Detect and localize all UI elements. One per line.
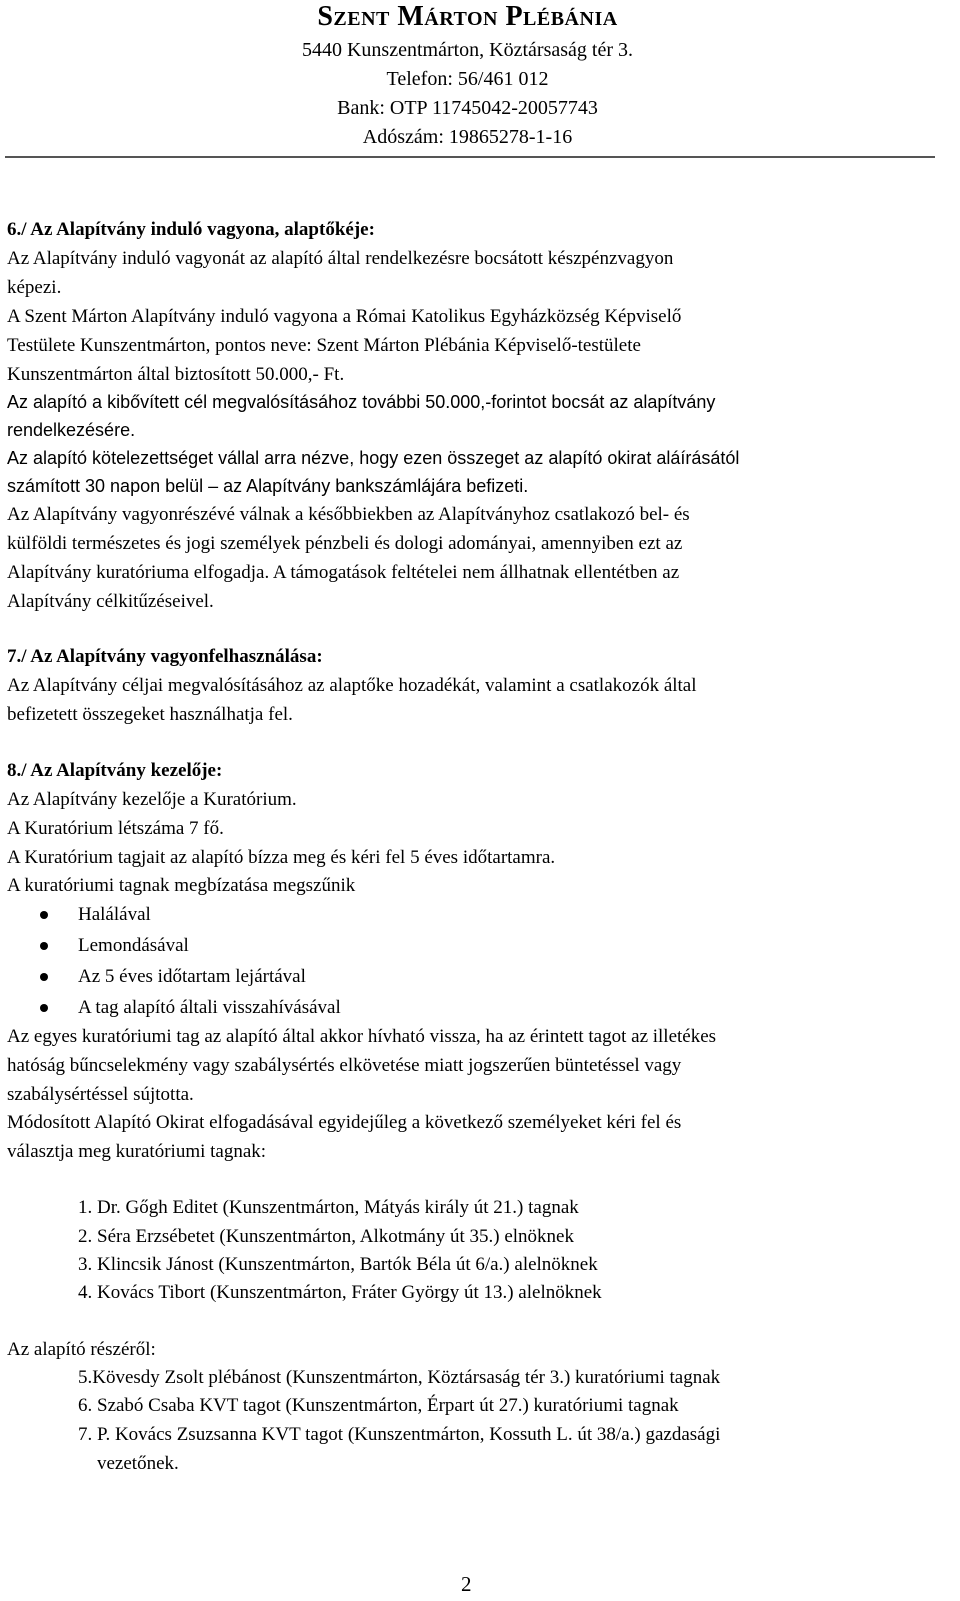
section7-line: Az Alapítvány céljai megvalósításához az alaptőke hozadékát, valamint a csatlakozók által xyxy=(7,675,697,696)
list-item: A tag alapító általi visszahívásával xyxy=(78,997,341,1018)
member-item: 7. P. Kovács Zsuzsanna KVT tagot (Kunszentmárton, Kossuth L. út 38/a.) gazdasági xyxy=(78,1424,721,1445)
member-item: 4. Kovács Tibort (Kunszentmárton, Fráter György út 13.) alelnöknek xyxy=(78,1282,602,1303)
section6-line: Alapítvány kuratóriuma elfogadja. A támogatások feltételei nem állhatnak ellentétben az xyxy=(7,562,680,583)
section6-line: Kunszentmárton által biztosított 50.000,- Ft. xyxy=(7,364,345,385)
member-item: 1. Dr. Gőgh Editet (Kunszentmárton, Mátyás király út 21.) tagnak xyxy=(78,1197,579,1218)
letterhead-bank: Bank: OTP 11745042-20057743 xyxy=(337,97,598,119)
section6-line: külföldi természetes és jogi személyek pénzbeli és dologi adományai, amennyiben ezt az xyxy=(7,533,683,554)
header-divider xyxy=(5,156,935,158)
member-item: 2. Séra Erzsébetet (Kunszentmárton, Alkotmány út 35.) elnöknek xyxy=(78,1226,574,1247)
section6-line: Az alapító a kibővített cél megvalósításához további 50.000,-forintot bocsát az alapítvány xyxy=(7,392,716,412)
section8-line: A Kuratórium létszáma 7 fő. xyxy=(7,818,224,839)
page-number: 2 xyxy=(461,1572,472,1596)
section8-after-line: Az egyes kuratóriumi tag az alapító által akkor hívható vissza, ha az érintett tagot az illetékes xyxy=(7,1026,717,1047)
section6-line: Az Alapítvány vagyonrészévé válnak a későbbiekben az Alapítványhoz csatlakozó bel- és xyxy=(7,504,690,525)
founder-label: Az alapító részéről: xyxy=(7,1339,156,1360)
section8-heading: 8./ Az Alapítvány kezelője: xyxy=(7,760,223,781)
member-item: 5.Kövesdy Zsolt plébánost (Kunszentmárton, Köztársaság tér 3.) kuratóriumi tagnak xyxy=(78,1367,721,1388)
bullet-dot xyxy=(40,942,48,950)
section8-after-line: szabálysértéssel sújtotta. xyxy=(7,1084,194,1105)
section6-heading: 6./ Az Alapítvány induló vagyona, alaptőkéje: xyxy=(7,219,375,240)
member-item: vezetőnek. xyxy=(97,1453,179,1474)
section8-after-line: választja meg kuratóriumi tagnak: xyxy=(7,1141,267,1162)
bullet-dot xyxy=(40,911,48,919)
section6-line: Testülete Kunszentmárton, pontos neve: Szent Márton Plébánia Képviselő-testülete xyxy=(7,335,641,356)
section6-line: Az alapító kötelezettséget vállal arra nézve, hogy ezen összeget az alapító okirat aláírásától xyxy=(7,448,740,468)
letterhead-phone: Telefon: 56/461 012 xyxy=(386,68,549,90)
letterhead-title: Szent Márton Plébánia xyxy=(317,1,618,32)
section8-after-line: Módosított Alapító Okirat elfogadásával egyidejűleg a következő személyeket kéri fel és xyxy=(7,1112,682,1133)
section8-line: Az Alapítvány kezelője a Kuratórium. xyxy=(7,789,297,810)
list-item: Az 5 éves időtartam lejártával xyxy=(78,966,306,987)
section8-after-line: hatóság bűncselekmény vagy szabálysértés elkövetése miatt jogszerűen büntetéssel vagy xyxy=(7,1055,682,1076)
section8-line: A kuratóriumi tagnak megbízatása megszűnik xyxy=(7,875,356,896)
letterhead-address: 5440 Kunszentmárton, Köztársaság tér 3. xyxy=(301,39,633,61)
list-item: Lemondásával xyxy=(78,935,189,956)
section8-line: A Kuratórium tagjait az alapító bízza meg és kéri fel 5 éves időtartamra. xyxy=(7,847,556,868)
list-item: Halálával xyxy=(78,904,151,925)
section6-line: képezi. xyxy=(7,277,62,298)
letterhead-tax: Adószám: 19865278-1-16 xyxy=(362,126,573,148)
section6-line: Alapítvány célkitűzéseivel. xyxy=(7,591,214,612)
section6-line: Az Alapítvány induló vagyonát az alapító által rendelkezésre bocsátott készpénzvagyon xyxy=(7,248,674,269)
member-item: 6. Szabó Csaba KVT tagot (Kunszentmárton, Érpart út 27.) kuratóriumi tagnak xyxy=(78,1395,679,1416)
section6-line: számított 30 napon belül – az Alapítvány bankszámlájára befizeti. xyxy=(7,476,529,496)
bullet-dot xyxy=(40,973,48,981)
section6-line: rendelkezésére. xyxy=(7,420,136,440)
section7-heading: 7./ Az Alapítvány vagyonfelhasználása: xyxy=(7,646,323,667)
bullet-dot xyxy=(40,1004,48,1012)
member-item: 3. Klincsik Jánost (Kunszentmárton, Bartók Béla út 6/a.) alelnöknek xyxy=(78,1254,598,1275)
section7-line: befizetett összegeket használhatja fel. xyxy=(7,704,293,725)
section6-line: A Szent Márton Alapítvány induló vagyona a Római Katolikus Egyházközség Képviselő xyxy=(7,306,682,327)
